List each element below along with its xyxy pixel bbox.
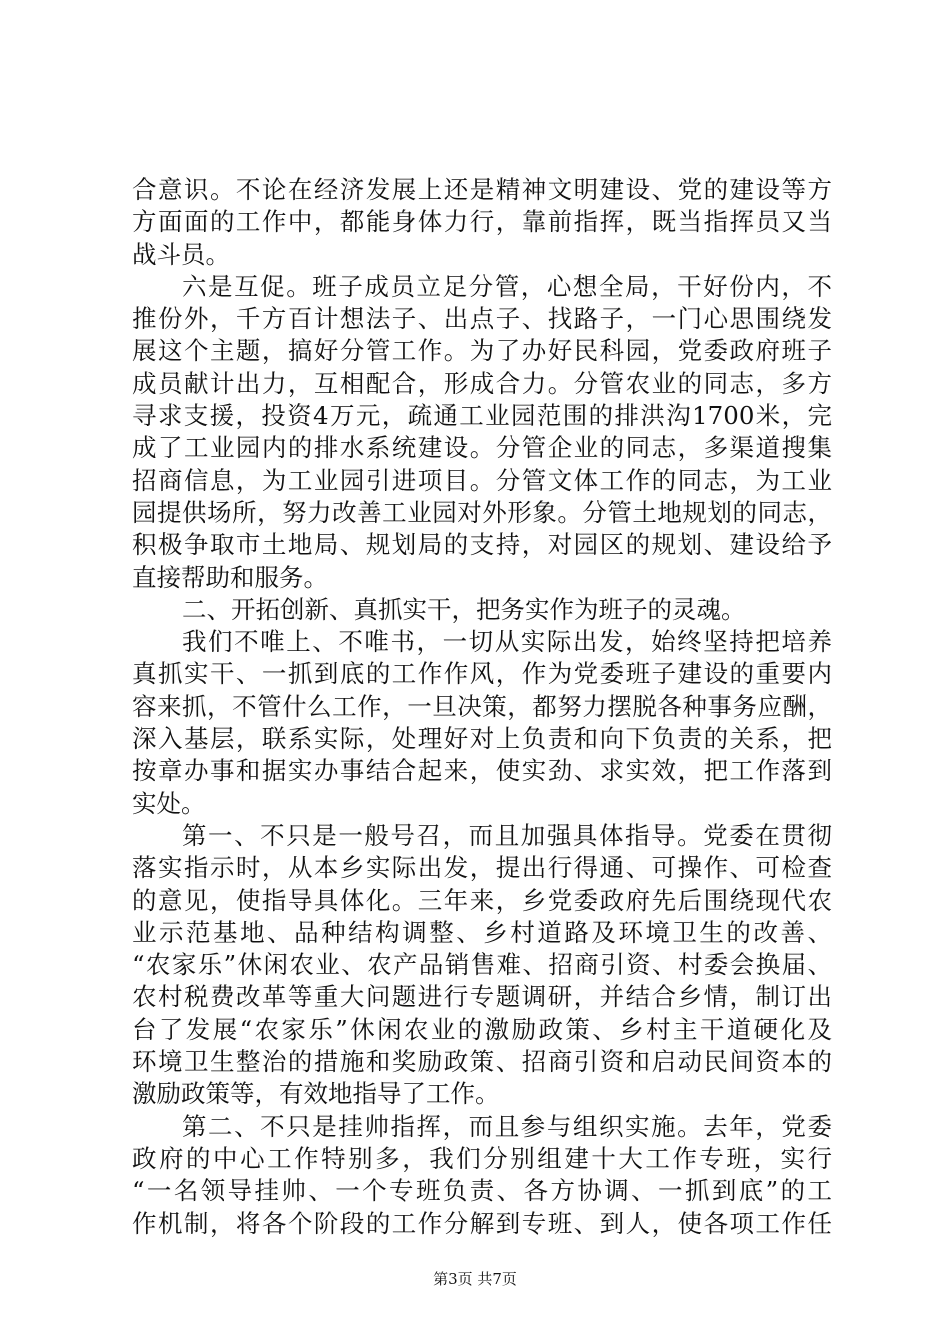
section-heading: 二、开拓创新、真抓实干，把务实作为班子的灵魂。 [182, 594, 746, 624]
text-line: 成员献计出力，互相配合，形成合力。分管农业的同志，多方 [132, 368, 832, 398]
text-line: 展这个主题，搞好分管工作。为了办好民科园，党委政府班子 [132, 336, 832, 366]
text-line: 深入基层，联系实际，处理好对上负责和向下负责的关系，把 [132, 724, 832, 754]
text-line: 落实指示时，从本乡实际出发，提出行得通、可操作、可检查 [132, 853, 832, 883]
text-line: 六是互促。班子成员立足分管，心想全局，干好份内，不 [182, 271, 832, 301]
text-line: 招商信息，为工业园引进项目。分管文体工作的同志，为工业 [132, 465, 832, 495]
text-line: 台了发展“农家乐”休闲农业的激励政策、乡村主干道硬化及 [132, 1014, 832, 1044]
text-line: 按章办事和据实办事结合起来，使实劲、求实效，把工作落到 [132, 756, 832, 786]
text-line: “一名领导挂帅、一个专班负责、各方协调、一抓到底”的工 [132, 1176, 832, 1206]
page-number: 第3页 共7页 [433, 1270, 517, 1288]
text-line: 积极争取市土地局、规划局的支持，对园区的规划、建设给予 [132, 530, 832, 560]
text-line: 业示范基地、品种结构调整、乡村道路及环境卫生的改善、 [132, 917, 832, 947]
text-line: 政府的中心工作特别多，我们分别组建十大工作专班，实行 [132, 1143, 832, 1173]
text-line: 的意见，使指导具体化。三年来，乡党委政府先后围绕现代农 [132, 885, 832, 915]
text-line: 战斗员。 [132, 239, 230, 269]
body-text [132, 174, 832, 1240]
text-line: 激励政策等，有效地指导了工作。 [132, 1079, 500, 1109]
text-line: 寻求支援，投资4万元，疏通工业园范围的排洪沟1700米，完 [132, 401, 832, 431]
text-line: 直接帮助和服务。 [132, 562, 328, 592]
text-line: 第二、不只是挂帅指挥，而且参与组织实施。去年，党委 [182, 1111, 832, 1141]
text-line: 合意识。不论在经济发展上还是精神文明建设、党的建设等方 [132, 175, 832, 204]
text-line: 真抓实干、一抓到底的工作作风，作为党委班子建设的重要内 [132, 659, 832, 689]
text-line: 环境卫生整治的措施和奖励政策、招商引资和启动民间资本的 [132, 1047, 832, 1077]
text-line: 推份外，千方百计想法子、出点子、找路子，一门心思围绕发 [132, 304, 832, 334]
text-line: “农家乐”休闲农业、农产品销售难、招商引资、村委会换届、 [132, 950, 832, 980]
text-line: 方面面的工作中，都能身体力行，靠前指挥，既当指挥员又当 [132, 207, 832, 237]
text-line: 容来抓，不管什么工作，一旦决策，都努力摆脱各种事务应酬， [132, 691, 832, 721]
text-line: 第一、不只是一般号召，而且加强具体指导。党委在贯彻 [182, 820, 832, 850]
text-line: 园提供场所，努力改善工业园对外形象。分管土地规划的同志， [132, 497, 832, 527]
text-line: 成了工业园内的排水系统建设。分管企业的同志，多渠道搜集 [132, 433, 832, 463]
page-footer [0, 1269, 950, 1289]
text-line: 农村税费改革等重大问题进行专题调研，并结合乡情，制订出 [132, 982, 832, 1012]
text-line: 我们不唯上、不唯书，一切从实际出发，始终坚持把培养 [182, 627, 832, 657]
text-line: 实处。 [132, 788, 206, 818]
text-line: 作机制，将各个阶段的工作分解到专班、到人，使各项工作任 [132, 1208, 832, 1238]
